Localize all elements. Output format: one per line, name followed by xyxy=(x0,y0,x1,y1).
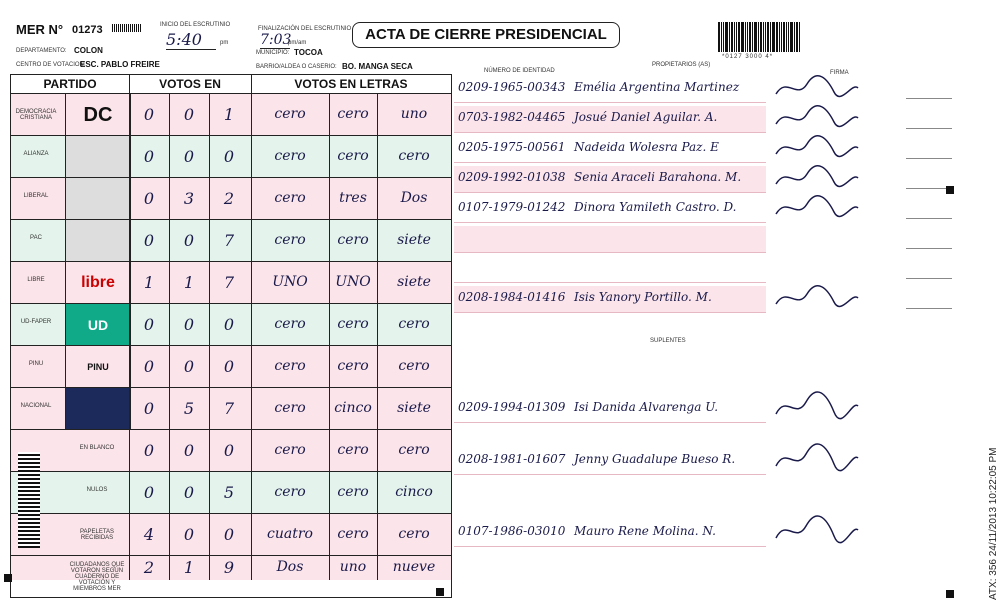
vote-word: cero xyxy=(274,400,306,416)
vote-digit: 0 xyxy=(143,357,155,376)
party-logo: UD xyxy=(65,304,131,346)
party-name: ALIANZA xyxy=(23,151,49,157)
table-row xyxy=(11,429,451,472)
vote-digit: 0 xyxy=(183,357,195,376)
barcode-bar xyxy=(754,22,757,52)
barcode-bar xyxy=(781,22,782,52)
suplente-name: Mauro Rene Molina. N. xyxy=(574,524,716,538)
finalizacion-label: FINALIZACIÓN DEL ESCRUTINIO xyxy=(258,26,352,32)
signature xyxy=(772,442,862,468)
signature xyxy=(772,134,862,160)
vote-digit: 0 xyxy=(143,399,155,418)
suplente-id: 0107-1986-03010 xyxy=(458,524,566,538)
party-name: LIBERAL xyxy=(23,193,49,199)
row-label: NULOS xyxy=(86,487,108,493)
party-name: UD-FAPER xyxy=(20,319,52,325)
vote-digit: 0 xyxy=(143,231,155,250)
vote-digit: 3 xyxy=(183,189,195,208)
vote-word: cero xyxy=(274,316,306,332)
vote-digit: 0 xyxy=(143,441,155,460)
suplentes-label: SUPLENTES xyxy=(650,338,686,344)
vote-digit: 0 xyxy=(143,105,155,124)
party-logo: DC xyxy=(65,94,131,136)
vote-digit: 4 xyxy=(143,525,155,544)
col-numeros-header: VOTOS EN xyxy=(129,75,252,93)
vote-digit: 1 xyxy=(183,273,195,292)
vote-word: uno xyxy=(339,559,367,575)
barrio-label: BARRIO/ALDEA O CASERIO: xyxy=(256,64,337,70)
vote-digit: 0 xyxy=(183,147,195,166)
vote-word: cero xyxy=(398,526,430,542)
vote-digit: 7 xyxy=(223,231,235,250)
vote-word: Dos xyxy=(276,559,304,575)
suplente-row xyxy=(454,448,766,475)
table-row xyxy=(11,345,451,388)
table-row xyxy=(11,387,451,430)
signature xyxy=(772,104,862,130)
registration-mark xyxy=(946,590,954,598)
registration-mark xyxy=(436,588,444,596)
vote-digit: 5 xyxy=(223,483,235,502)
party-name: PINU xyxy=(28,361,44,367)
table-row xyxy=(11,303,451,346)
vote-word: cero xyxy=(274,148,306,164)
vote-digit: 1 xyxy=(223,105,235,124)
vote-word: cero xyxy=(337,442,369,458)
col-letras-header: VOTOS EN LETRAS xyxy=(294,77,408,91)
barcode-bar xyxy=(725,22,728,52)
mer-label: MER N° xyxy=(16,22,64,37)
side-barcode xyxy=(18,452,40,548)
vote-word: cero xyxy=(337,484,369,500)
member-row xyxy=(454,196,766,223)
vote-digit: 0 xyxy=(183,315,195,334)
signature xyxy=(772,284,862,310)
barcode-bar xyxy=(770,22,771,52)
member-name: Senia Araceli Barahona. M. xyxy=(574,170,742,184)
table-row xyxy=(11,261,451,304)
col-sig-header: FIRMA xyxy=(830,70,849,76)
col-partido-header: PARTIDO xyxy=(11,75,130,93)
member-name: Josué Daniel Aguilar. A. xyxy=(574,110,718,124)
party-logo: libre xyxy=(65,262,131,304)
party-name: NACIONAL xyxy=(20,403,52,409)
signature-line xyxy=(906,158,952,159)
barcode-bar xyxy=(779,22,780,52)
barcode-bar xyxy=(790,22,793,52)
party-logo xyxy=(65,220,131,262)
member-name: Dinora Yamileth Castro. D. xyxy=(574,200,737,214)
member-row xyxy=(454,106,766,133)
signature xyxy=(772,164,862,190)
signature xyxy=(772,390,862,416)
vote-word: UNO xyxy=(335,274,371,290)
vote-word: UNO xyxy=(272,274,308,290)
vote-word: cero xyxy=(398,316,430,332)
signature xyxy=(772,514,862,540)
vote-digit: 2 xyxy=(143,558,155,577)
barcode-bar xyxy=(783,22,785,52)
party-logo xyxy=(65,388,131,430)
municipio-label: MUNICIPIO: xyxy=(256,50,290,56)
inicio-value: 5:40 xyxy=(166,30,216,50)
signature-line xyxy=(906,128,952,129)
vote-digit: 7 xyxy=(223,273,235,292)
departamento-label: DEPARTAMENTO: xyxy=(16,48,67,54)
vote-word: cero xyxy=(337,232,369,248)
vote-word: cinco xyxy=(395,484,433,500)
barcode-bar xyxy=(765,22,766,52)
party-name: DEMOCRACIA CRISTIANA xyxy=(15,109,57,121)
vote-digit: 0 xyxy=(143,189,155,208)
members-panel xyxy=(454,70,934,600)
member-row xyxy=(454,166,766,193)
party-logo xyxy=(65,136,131,178)
member-id: 0209-1965-00343 xyxy=(458,80,566,94)
vote-digit: 0 xyxy=(223,441,235,460)
barcode-bar xyxy=(763,22,764,52)
barcode-bar xyxy=(767,22,769,52)
side-stamp: ATX: 356 24/11/2013 10:22:05 PM xyxy=(988,447,999,600)
vote-digit: 2 xyxy=(223,189,235,208)
barcode-bar xyxy=(799,22,800,52)
vote-digit: 1 xyxy=(143,273,155,292)
vote-word: cero xyxy=(337,316,369,332)
barcode-bar xyxy=(752,22,753,52)
vote-word: cinco xyxy=(334,400,372,416)
vote-word: cero xyxy=(337,358,369,374)
vote-word: cero xyxy=(398,442,430,458)
table-row xyxy=(11,135,451,178)
party-name: LIBRE xyxy=(27,277,45,283)
vote-digit: 0 xyxy=(223,147,235,166)
party-name: PAC xyxy=(30,235,42,241)
member-id: 0208-1984-01416 xyxy=(458,290,566,304)
table-row xyxy=(11,513,451,556)
vote-word: cero xyxy=(398,358,430,374)
mer-number: 01273 xyxy=(72,24,103,36)
suplente-id: 0209-1994-01309 xyxy=(458,400,566,414)
vote-word: cero xyxy=(274,358,306,374)
suplente-row xyxy=(454,396,766,423)
member-row xyxy=(454,76,766,103)
header-barcode-text: *0127 3000 4* xyxy=(722,54,774,60)
row-label: EN BLANCO xyxy=(79,445,115,451)
vote-digit: 0 xyxy=(183,441,195,460)
vote-word: tres xyxy=(339,190,367,206)
signature xyxy=(772,74,862,100)
vote-digit: 5 xyxy=(183,399,195,418)
finalizacion-value: 7:03 xyxy=(260,32,292,48)
barcode-bar xyxy=(794,22,795,52)
suplente-name: Isi Danida Alvarenga U. xyxy=(574,400,719,414)
inicio-label: INICIO DEL ESCRUTINIO xyxy=(160,22,231,28)
vote-digit: 0 xyxy=(223,357,235,376)
signature xyxy=(772,194,862,220)
barrio-value: BO. MANGA SECA xyxy=(342,62,413,71)
centro-value: ESC. PABLO FREIRE xyxy=(80,60,160,69)
vote-digit: 0 xyxy=(183,483,195,502)
barcode-bar xyxy=(731,22,733,52)
col-id-header: NÚMERO DE IDENTIDAD xyxy=(484,68,555,74)
vote-digit: 7 xyxy=(223,399,235,418)
barcode-bar xyxy=(723,22,724,52)
registration-mark xyxy=(4,574,12,582)
vote-digit: 9 xyxy=(223,558,235,577)
barcode-bar xyxy=(745,22,746,52)
member-row xyxy=(454,286,766,313)
barcode-bar xyxy=(721,22,722,52)
suplente-row xyxy=(454,520,766,547)
finalizacion-suffix: pm/am xyxy=(288,40,307,46)
member-row xyxy=(454,256,766,283)
vote-word: siete xyxy=(397,274,431,290)
vote-word: cero xyxy=(337,106,369,122)
vote-word: cero xyxy=(337,526,369,542)
vote-word: Dos xyxy=(400,190,428,206)
row-label: PAPELETAS RECIBIDAS xyxy=(79,529,115,541)
barcode-bar xyxy=(749,22,751,52)
barcode-bar xyxy=(772,22,775,52)
header-barcode xyxy=(718,22,830,52)
vote-digit: 0 xyxy=(183,231,195,250)
vote-digit: 0 xyxy=(183,105,195,124)
table-row xyxy=(11,555,451,592)
barcode-bar xyxy=(736,22,737,52)
vote-word: siete xyxy=(397,232,431,248)
barcode-bar xyxy=(729,22,730,52)
signature-line xyxy=(906,278,952,279)
member-id: 0205-1975-00561 xyxy=(458,140,566,154)
vote-digit: 0 xyxy=(143,147,155,166)
member-id: 0107-1979-01242 xyxy=(458,200,566,214)
signature-line xyxy=(906,308,952,309)
member-name: Emélia Argentina Martinez xyxy=(574,80,740,94)
table-row xyxy=(11,471,451,514)
vote-digit: 0 xyxy=(143,315,155,334)
col-name-header: PROPIETARIOS (AS) xyxy=(652,62,711,68)
barcode-bar xyxy=(718,22,720,52)
mer-barcode xyxy=(112,24,142,32)
vote-digit: 0 xyxy=(223,315,235,334)
page-title: ACTA DE CIERRE PRESIDENCIAL xyxy=(352,22,620,48)
barcode-bar xyxy=(758,22,759,52)
party-logo: PINU xyxy=(65,346,131,388)
barcode-bar xyxy=(741,22,744,52)
signature-line xyxy=(906,248,952,249)
barcode-bar xyxy=(786,22,787,52)
signature-line xyxy=(906,218,952,219)
vote-word: cero xyxy=(274,484,306,500)
vote-word: siete xyxy=(397,400,431,416)
barcode-bar xyxy=(734,22,735,52)
barcode-bar xyxy=(747,22,748,52)
votes-table xyxy=(10,74,452,598)
vote-word: nueve xyxy=(392,559,436,575)
registration-mark xyxy=(946,186,954,194)
barcode-bar xyxy=(796,22,798,52)
vote-word: cero xyxy=(274,190,306,206)
suplente-id: 0208-1981-01607 xyxy=(458,452,566,466)
departamento-value: COLON xyxy=(74,46,103,55)
signature-line xyxy=(906,98,952,99)
barcode-bar xyxy=(776,22,778,52)
member-name: Nadeida Wolesra Paz. E xyxy=(574,140,719,154)
vote-word: cero xyxy=(274,442,306,458)
vote-digit: 1 xyxy=(183,558,195,577)
barcode-bar xyxy=(738,22,740,52)
barcode-bar xyxy=(788,22,789,52)
municipio-value: TOCOA xyxy=(294,48,323,57)
row-label: CIUDADANOS QUE VOTARON SEGÚN CUADERNO DE VOTACIÓN Y MIEMBROS MER xyxy=(69,562,125,592)
vote-digit: 0 xyxy=(143,483,155,502)
vote-digit: 0 xyxy=(223,525,235,544)
table-row xyxy=(11,177,451,220)
centro-label: CENTRO DE VOTACION: xyxy=(16,62,86,68)
table-row xyxy=(11,93,451,136)
vote-word: cero xyxy=(274,232,306,248)
table-row xyxy=(11,219,451,262)
vote-word: cero xyxy=(398,148,430,164)
vote-word: cuatro xyxy=(267,526,313,542)
vote-word: cero xyxy=(274,106,306,122)
member-name: Isis Yanory Portillo. M. xyxy=(574,290,712,304)
inicio-suffix: pm xyxy=(220,40,229,46)
barcode-bar xyxy=(760,22,762,52)
member-row xyxy=(454,136,766,163)
member-id: 0209-1992-01038 xyxy=(458,170,566,184)
member-id: 0703-1982-04465 xyxy=(458,110,566,124)
vote-word: uno xyxy=(400,106,428,122)
vote-digit: 0 xyxy=(183,525,195,544)
party-logo xyxy=(65,178,131,220)
member-row xyxy=(454,226,766,253)
vote-word: cero xyxy=(337,148,369,164)
suplente-name: Jenny Guadalupe Bueso R. xyxy=(574,452,736,466)
